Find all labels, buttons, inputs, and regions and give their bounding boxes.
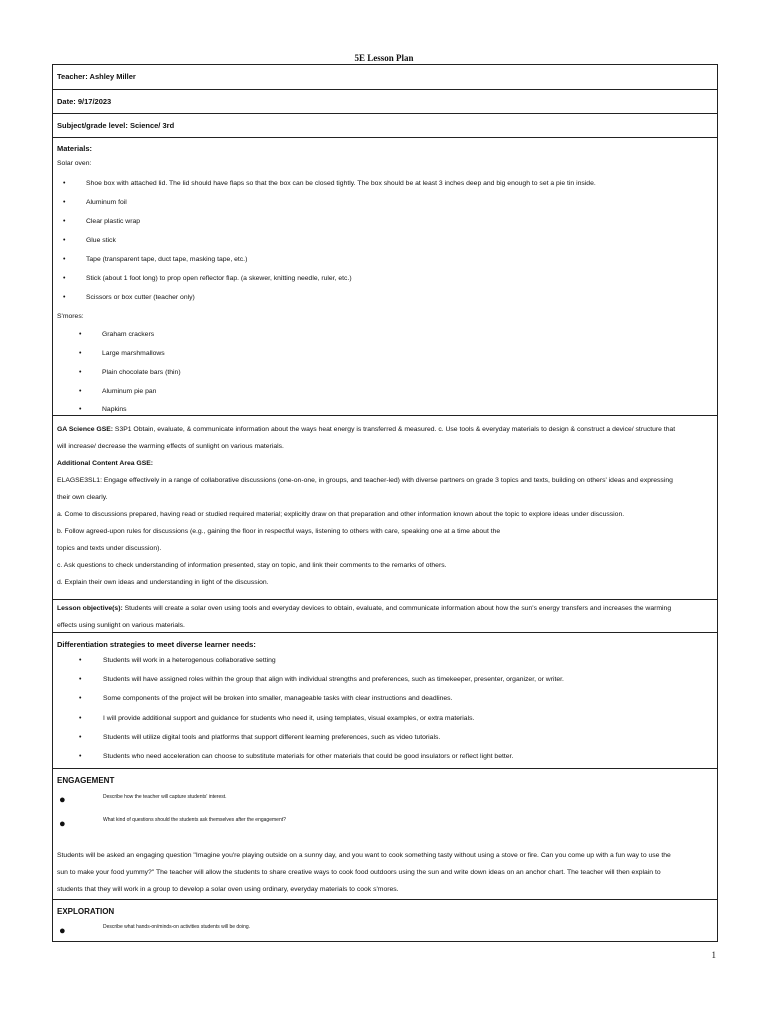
bullet-icon: • xyxy=(79,734,82,741)
additional-gse-label: Additional Content Area GSE: xyxy=(57,460,154,467)
bullet-icon: • xyxy=(63,199,66,206)
engagement-line: sun to make your food yummy?" The teacher will allow the students to share creative ways to cook food outdoors using the sun and write down ideas on an anchor chart. The teacher will then explain to xyxy=(57,869,661,876)
engagement-prompt: What kind of questions should the students ask themselves after the engagement? xyxy=(103,817,286,823)
solar-oven-heading: Solar oven: xyxy=(57,160,92,167)
bullet-icon: ● xyxy=(59,925,66,937)
list-item: Students will work in a heterogenous collaborative setting xyxy=(103,657,276,664)
exploration-heading: EXPLORATION xyxy=(57,907,115,916)
list-item: Clear plastic wrap xyxy=(86,218,141,225)
objective-text xyxy=(57,600,711,634)
list-item: Tape (transparent tape, duct tape, masking tape, etc.) xyxy=(86,256,248,263)
bullet-icon: • xyxy=(63,218,66,225)
bullet-icon: ● xyxy=(59,818,66,830)
subject-label: Subject/grade level: xyxy=(57,121,128,130)
bullet-icon: • xyxy=(79,676,82,683)
bullet-icon: • xyxy=(63,275,66,282)
materials-row xyxy=(53,138,717,416)
list-item: Plain chocolate bars (thin) xyxy=(102,369,181,376)
bullet-icon: • xyxy=(79,715,82,722)
bullet-icon: • xyxy=(63,180,66,187)
objective-label: Lesson objective(s): xyxy=(57,605,123,612)
ela-a: a. Come to discussions prepared, having read or studied required material; explicitly draw on that preparation and other information known about the topic to explore ideas under discussion. xyxy=(57,511,625,518)
lesson-plan-table xyxy=(52,64,718,942)
objective-line-cont: effects using sunlight on various materials. xyxy=(57,622,185,629)
smores-heading: S'mores: xyxy=(57,313,84,320)
date-label: Date: xyxy=(57,97,76,106)
materials-label: Materials: xyxy=(57,144,93,153)
list-item: Students will utilize digital tools and platforms that support different learning preferences, such as video tutorials. xyxy=(103,734,441,741)
list-item: Stick (about 1 foot long) to prop open reflector flap. (a skewer, knitting needle, ruler, etc.) xyxy=(86,275,352,282)
differentiation-label: Differentiation strategies to meet diverse learner needs: xyxy=(57,640,256,649)
bullet-icon: • xyxy=(63,294,66,301)
bullet-icon: • xyxy=(79,406,82,413)
bullet-icon: • xyxy=(63,237,66,244)
objective-line: Students will create a solar oven using tools and everyday devices to obtain, evaluate, and communicate information about how the sun's energy transfers and increases the warming xyxy=(122,605,672,612)
bullet-icon: • xyxy=(79,695,82,702)
ela-standard-cont: their own clearly. xyxy=(57,494,108,501)
list-item: Glue stick xyxy=(86,237,116,244)
bullet-icon: • xyxy=(63,256,66,263)
list-item: Large marshmallows xyxy=(102,350,165,357)
teacher-row xyxy=(53,65,717,90)
list-item: Scissors or box cutter (teacher only) xyxy=(86,294,195,301)
bullet-icon: • xyxy=(79,657,82,664)
date-value: 9/17/2023 xyxy=(77,97,112,106)
subject-row xyxy=(53,114,717,138)
engagement-heading: ENGAGEMENT xyxy=(57,776,115,785)
bullet-icon: ● xyxy=(59,794,66,806)
engagement-line: students that they will work in a group to develop a solar oven using ordinary, everyday materials to cook s'mores. xyxy=(57,886,399,893)
teacher-value: Ashley Miller xyxy=(89,72,136,81)
bullet-icon: • xyxy=(79,388,82,395)
gse-row xyxy=(53,416,717,600)
ela-c: c. Ask questions to check understanding of information presented, stay on topic, and link their comments to the remarks of others. xyxy=(57,562,447,569)
ela-d: d. Explain their own ideas and understanding in light of the discussion. xyxy=(57,579,269,586)
page-number: 1 xyxy=(711,950,716,960)
gse-standard-cont: will increase/ decrease the warming effects of sunlight on various materials. xyxy=(57,443,284,450)
list-item: Graham crackers xyxy=(102,331,155,338)
document-title: 5E Lesson Plan xyxy=(354,53,414,63)
list-item: I will provide additional support and guidance for students who need it, using templates, visual examples, or extra materials. xyxy=(103,715,475,722)
engagement-prompt: Describe how the teacher will capture students' interest. xyxy=(103,794,227,800)
list-item: Napkins xyxy=(102,406,127,413)
ela-standard: ELAGSE3SL1: Engage effectively in a range of collaborative discussions (one-on-one, in groups, and teacher-led) with diverse partners on grade 3 topics and texts, building on others' ideas and expressing xyxy=(57,477,673,484)
bullet-icon: • xyxy=(79,350,82,357)
list-item: Aluminum foil xyxy=(86,199,127,206)
gse-label: GA Science GSE: xyxy=(57,426,114,433)
list-item: Shoe box with attached lid. The lid should have flaps so that the box can be closed tightly. The box should be at least 3 inches deep and big enough to set a pie tin inside. xyxy=(86,180,596,187)
gse-text xyxy=(57,421,711,591)
exploration-row xyxy=(53,900,717,943)
engagement-line: Students will be asked an engaging question "Imagine you're playing outside on a sunny day, and you want to cook something tasty without using a stove or fire. Can you come up with a fun way to use the xyxy=(57,852,671,859)
bullet-icon: • xyxy=(79,369,82,376)
list-item: Aluminum pie pan xyxy=(102,388,157,395)
list-item: Some components of the project will be broken into smaller, manageable tasks with clear instructions and deadlines. xyxy=(103,695,453,702)
subject-value: Science/ 3rd xyxy=(129,121,175,130)
exploration-prompt: Describe what hands-on/minds-on activities students will be doing. xyxy=(103,924,251,930)
date-row xyxy=(53,90,717,114)
teacher-label: Teacher: xyxy=(57,72,88,81)
engagement-paragraph xyxy=(57,847,711,898)
bullet-icon: • xyxy=(79,753,82,760)
objective-row xyxy=(53,600,717,633)
differentiation-row xyxy=(53,633,717,769)
list-item: Students who need acceleration can choose to substitute materials for other materials that could be good insulators or reflect light better. xyxy=(103,753,514,760)
bullet-icon: • xyxy=(79,331,82,338)
engagement-row xyxy=(53,769,717,900)
list-item: Students will have assigned roles within the group that align with individual strengths and preferences, such as timekeeper, presenter, organizer, or writer. xyxy=(103,676,564,683)
ela-b: b. Follow agreed-upon rules for discussions (e.g., gaining the floor in respectful ways, listening to others with care, speaking one at a time about the xyxy=(57,528,501,535)
gse-standard: S3P1 Obtain, evaluate, & communicate information about the ways heat energy is transferred & measured. c. Use tools & everyday materials to design & construct a device/ structure that xyxy=(114,426,676,433)
ela-b-cont: topics and texts under discussion). xyxy=(57,545,162,552)
